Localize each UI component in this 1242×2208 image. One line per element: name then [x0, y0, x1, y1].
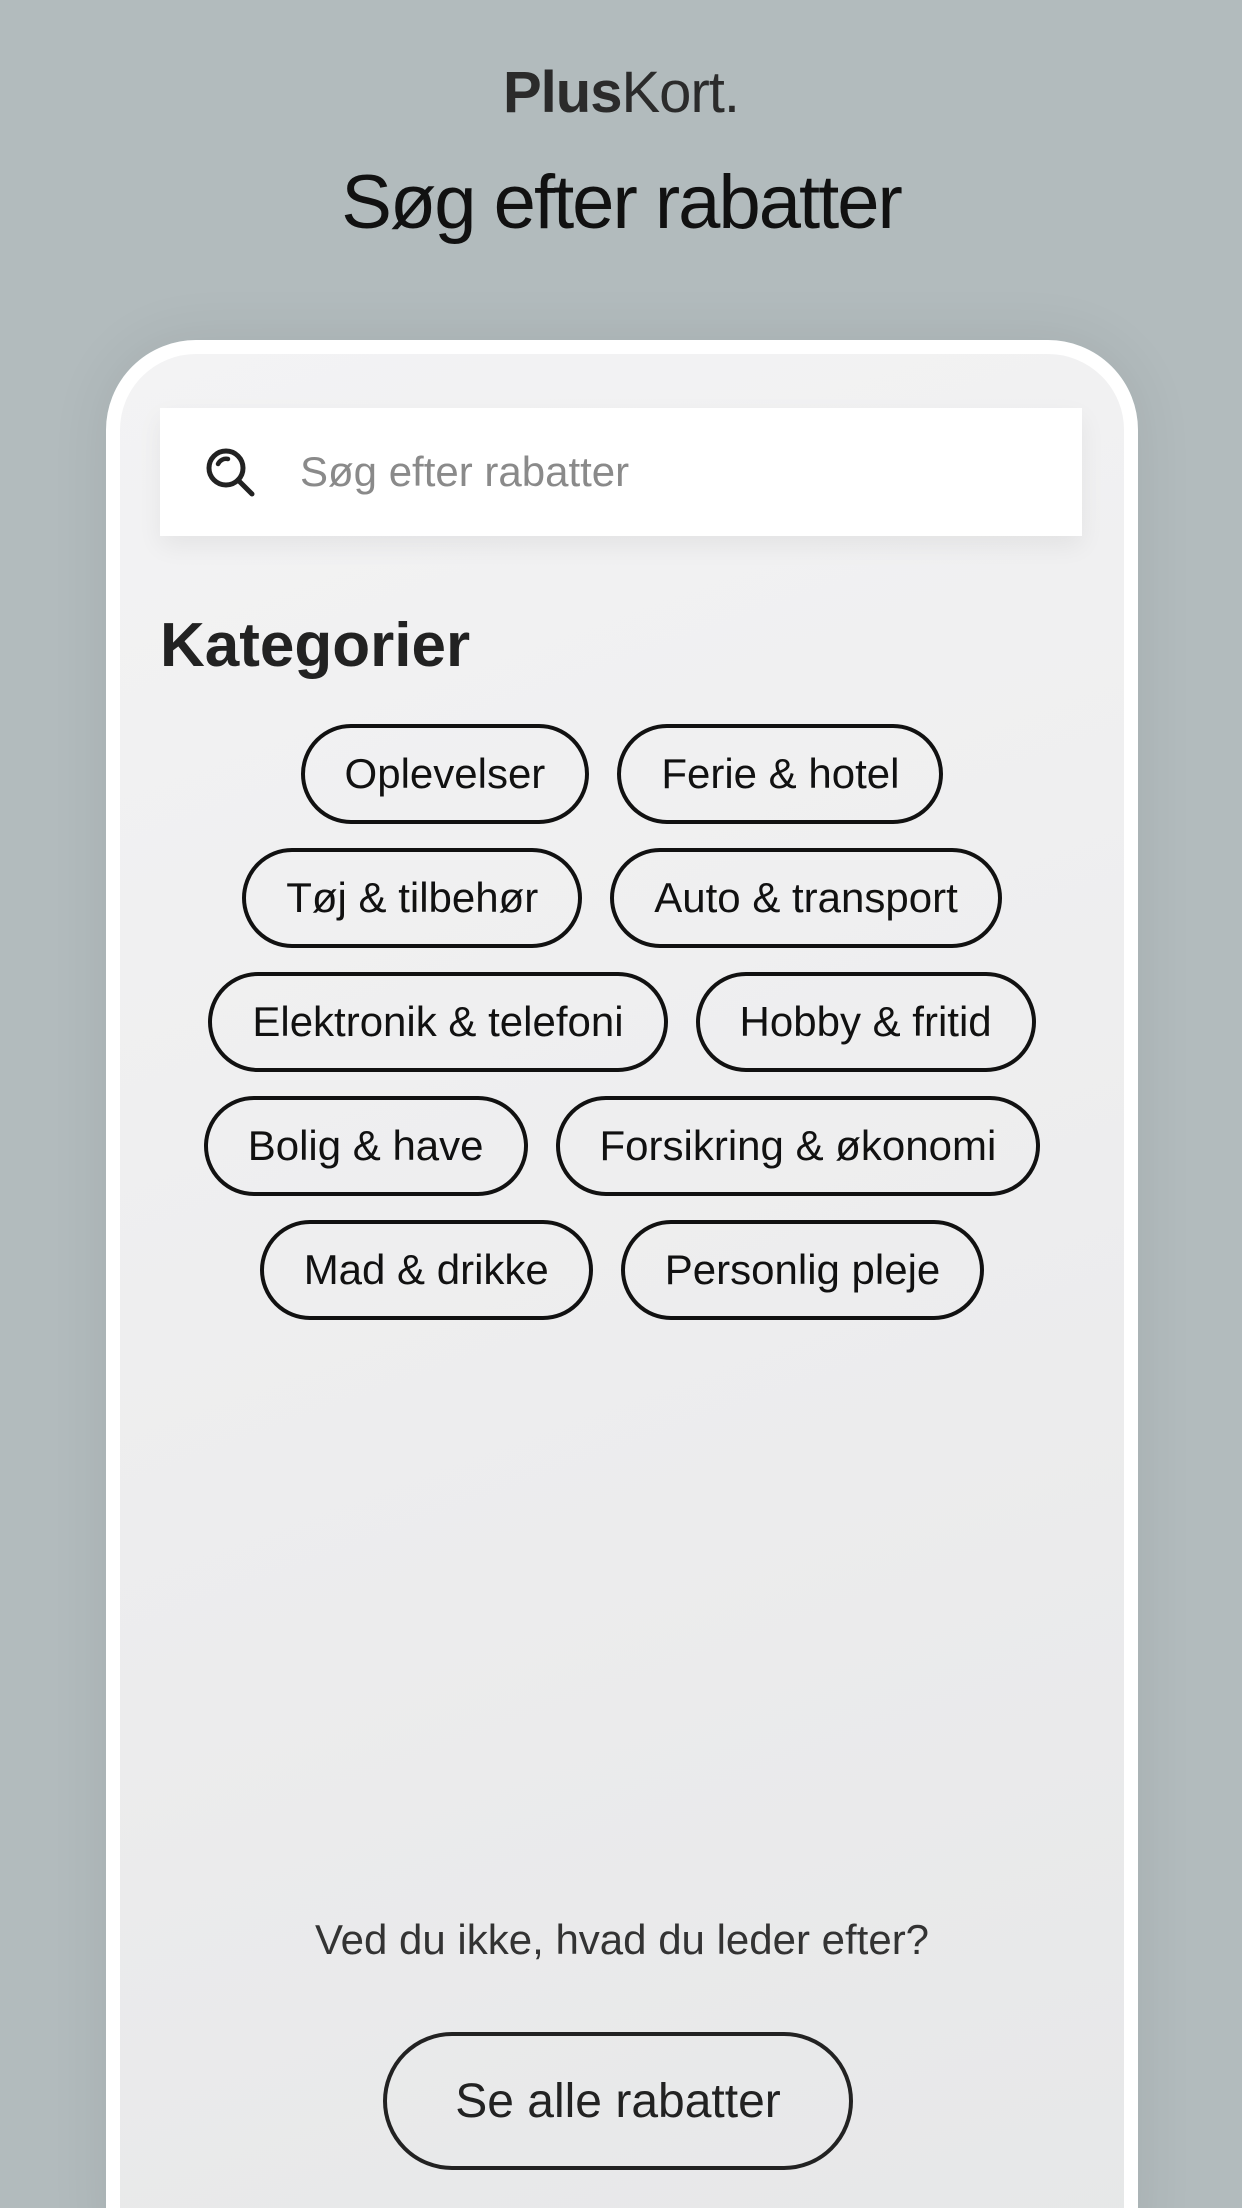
- search-bar[interactable]: [160, 408, 1082, 536]
- chip-row: [120, 1220, 1124, 1320]
- search-icon: [200, 442, 260, 502]
- chip-row: [120, 972, 1124, 1072]
- chip-row: [120, 848, 1124, 948]
- category-chip-auto-transport[interactable]: Auto & transport: [610, 848, 1002, 948]
- category-chip-personlig-pleje[interactable]: Personlig pleje: [621, 1220, 985, 1320]
- chip-row: [120, 1096, 1124, 1196]
- category-chip-hobby-fritid[interactable]: Hobby & fritid: [696, 972, 1036, 1072]
- pluskort-logo: [0, 58, 1242, 128]
- logo-plus: Plus: [503, 60, 622, 125]
- logo-kort: Kort.: [621, 60, 739, 125]
- category-chip-forsikring-oekonomi[interactable]: Forsikring & økonomi: [556, 1096, 1041, 1196]
- categories-title: Kategorier: [160, 611, 471, 680]
- category-chip-mad-drikke[interactable]: Mad & drikke: [260, 1220, 593, 1320]
- category-chip-toej-tilbehoer[interactable]: Tøj & tilbehør: [242, 848, 582, 948]
- phone-card: [106, 340, 1138, 2208]
- category-chip-oplevelser[interactable]: Oplevelser: [301, 724, 590, 824]
- page-headline: Søg efter rabatter: [341, 160, 901, 245]
- category-chip-elektronik-telefoni[interactable]: Elektronik & telefoni: [208, 972, 667, 1072]
- chip-row: [120, 724, 1124, 824]
- search-input[interactable]: [300, 408, 1020, 536]
- see-all-discounts-button[interactable]: Se alle rabatter: [383, 2032, 853, 2170]
- help-prompt: Ved du ikke, hvad du leder efter?: [314, 1916, 930, 1963]
- category-chips: [120, 724, 1124, 1344]
- category-chip-ferie-hotel[interactable]: Ferie & hotel: [617, 724, 943, 824]
- category-chip-bolig-have[interactable]: Bolig & have: [204, 1096, 528, 1196]
